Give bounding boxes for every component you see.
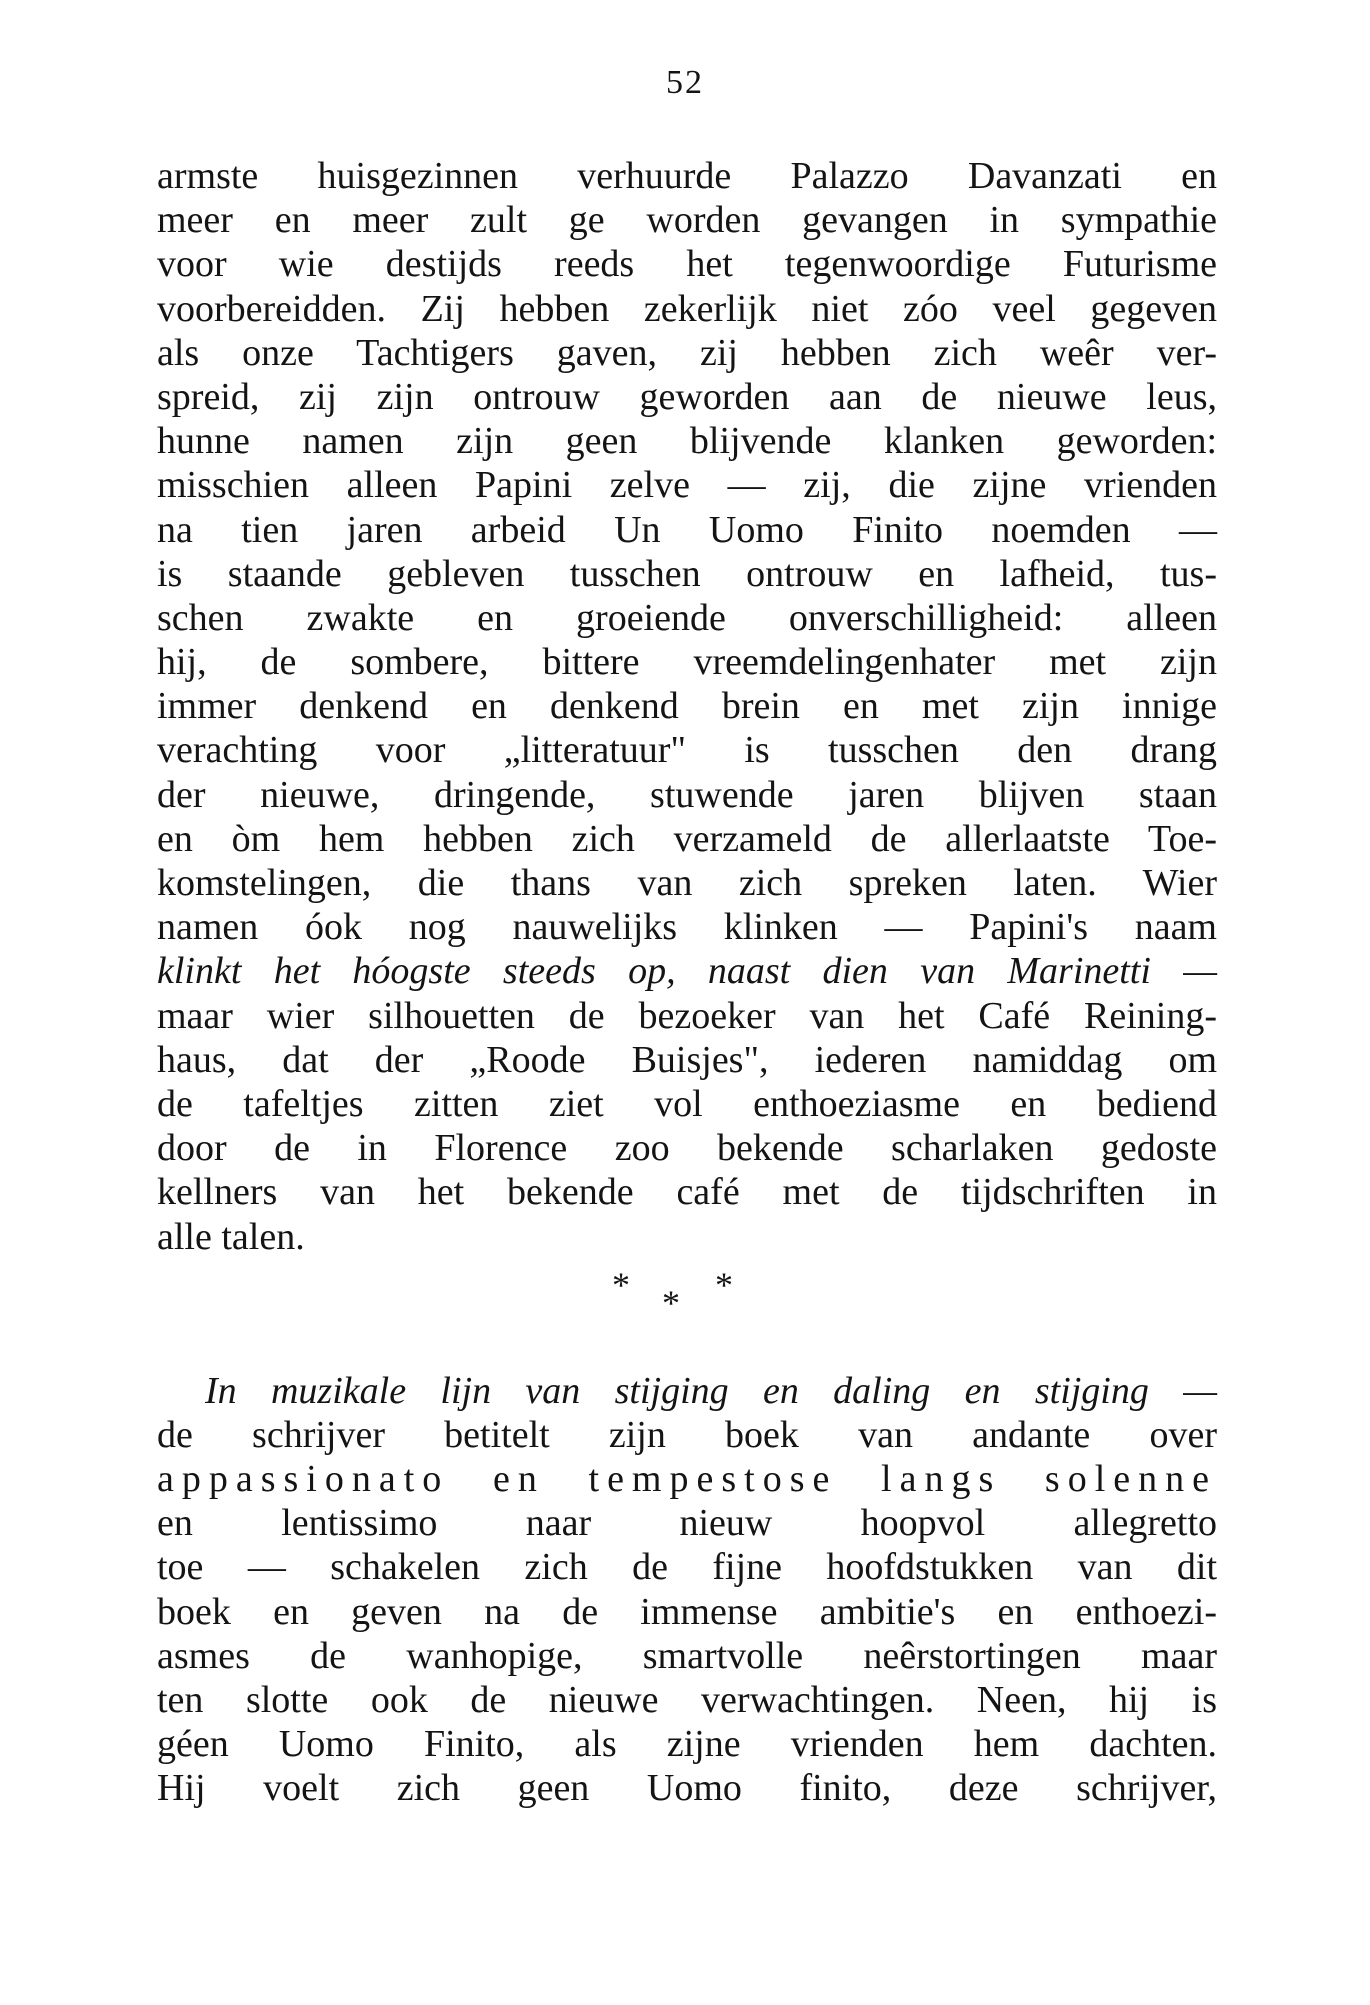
text-line: verachting voor „litteratuur" is tusschen den drang [157, 729, 1217, 772]
text-line: immer denkend en denkend brein en met zijn innige [157, 685, 1217, 728]
text-line: armste huisgezinnen verhuurde Palazzo Davanzati en [157, 155, 1217, 197]
asterisk-ornament: * [612, 1264, 630, 1305]
text-line: voorbereidden. Zij hebben zekerlijk niet zóo veel gegeven [157, 287, 1217, 330]
text-line: voor wie destijds reeds het tegenwoordige Futurisme [157, 243, 1217, 286]
text-line: maar wier silhouetten de bezoeker van het Café Reining- [157, 994, 1217, 1037]
asterisk-ornament: * [715, 1264, 733, 1305]
text-line: meer en meer zult ge worden gevangen in sympathie [157, 199, 1217, 242]
text-line: de schrijver betitelt zijn boek van andante over [157, 1413, 1217, 1456]
text-line: de tafeltjes zitten ziet vol enthoeziasme en bediend [157, 1082, 1217, 1125]
text-line: ten slotte ook de nieuwe verwachtingen. Neen, hij is [157, 1679, 1217, 1721]
text-line: haus, dat der „Roode Buisjes", iederen namiddag om [157, 1038, 1217, 1081]
text-line: komstelingen, die thans van zich spreken laten. Wier [157, 862, 1217, 904]
text-line: klinkt het hóogste steeds op, naast dien van Marinetti — [157, 950, 1217, 993]
page-number: 52 [666, 64, 704, 101]
text-column [157, 154, 1217, 1811]
text-line: door de in Florence zoo bekende scharlaken gedoste [157, 1127, 1217, 1170]
text-line: misschien alleen Papini zelve — zij, die zijne vrienden [157, 464, 1217, 507]
text-line: spreid, zij zijn ontrouw geworden aan de nieuwe leus, [157, 375, 1217, 418]
text-line: als onze Tachtigers gaven, zij hebben zich weêr ver- [157, 331, 1217, 374]
text-line: toe — schakelen zich de fijne hoofdstukken van dit [157, 1546, 1217, 1589]
text-line: boek en geven na de immense ambitie's en enthoezi- [157, 1590, 1217, 1633]
text-line: kellners van het bekende café met de tijdschriften in [157, 1171, 1217, 1214]
paragraph-1 [157, 154, 1217, 1259]
text-line: en òm hem hebben zich verzameld de allerlaatste Toe- [157, 817, 1217, 860]
asterisk-ornament: * [662, 1282, 680, 1323]
text-line: asmes de wanhopige, smartvolle neêrstortingen maar [157, 1634, 1217, 1677]
text-line: géen Uomo Finito, als zijne vrienden hem dachten. [157, 1723, 1217, 1766]
text-line: schen zwakte en groeiende onverschilligheid: alleen [157, 596, 1217, 639]
text-line: en lentissimo naar nieuw hoopvol allegretto [157, 1502, 1217, 1545]
text-line: is staande gebleven tusschen ontrouw en lafheid, tus- [157, 552, 1217, 595]
text-line: der nieuwe, dringende, stuwende jaren blijven staan [157, 773, 1217, 816]
text-line: In muzikale lijn van stijging en daling en stijging — [205, 1369, 1217, 1412]
text-line: namen óok nog nauwelijks klinken — Papini's naam [157, 906, 1217, 949]
paragraph-2 [157, 1369, 1217, 1811]
text-line: na tien jaren arbeid Un Uomo Finito noemden — [157, 508, 1217, 551]
text-line: hunne namen zijn geen blijvende klanken geworden: [157, 420, 1217, 463]
section-separator [157, 1259, 1217, 1369]
text-line: Hij voelt zich geen Uomo finito, deze schrijver, [157, 1767, 1217, 1810]
text-line: hij, de sombere, bittere vreemdelingenhater met zijn [157, 641, 1217, 684]
text-line: alle talen. [157, 1215, 305, 1258]
text-line: appassionato en tempestose langs solenne [157, 1458, 1217, 1501]
